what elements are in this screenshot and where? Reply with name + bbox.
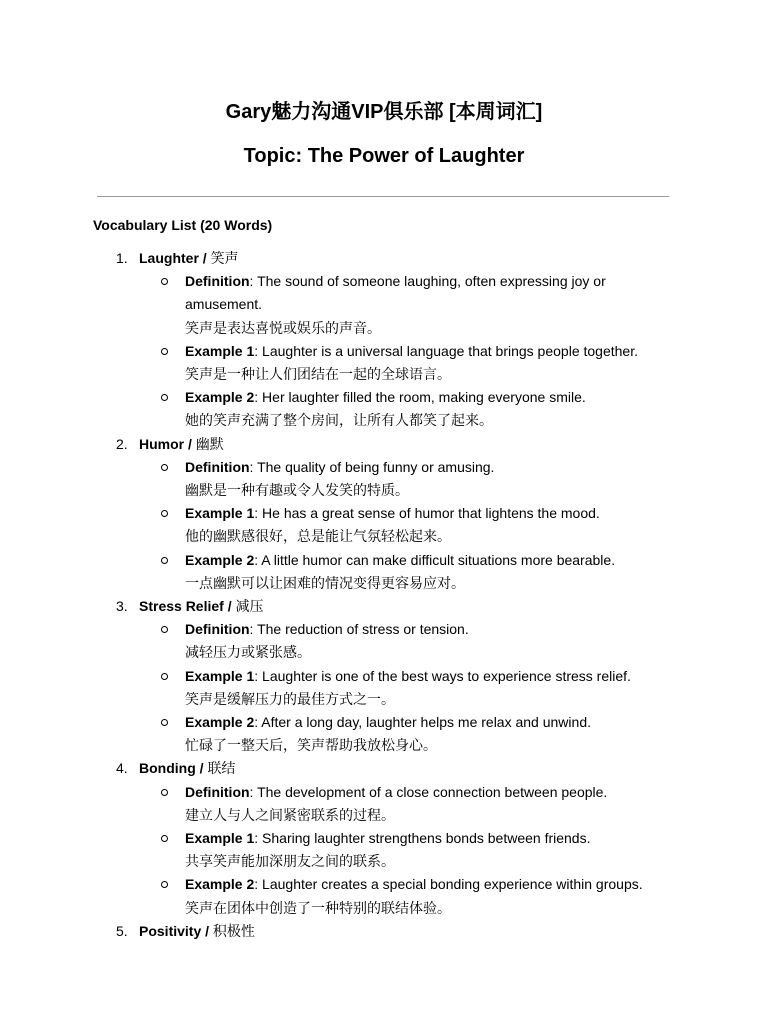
hollow-bullet-icon — [161, 510, 168, 517]
item-text: : After a long day, laughter helps me relax and unwind. — [254, 714, 591, 731]
item-chinese: 笑声是缓解压力的最佳方式之一。 — [185, 690, 395, 707]
definition-item — [139, 618, 655, 664]
vocab-entry — [0, 757, 768, 919]
hollow-bullet-icon — [161, 673, 168, 680]
item-label: Example 2 — [185, 876, 255, 893]
hollow-bullet-icon — [161, 789, 168, 796]
vocab-term: Laughter / — [139, 250, 207, 266]
item-label: Example 2 — [185, 551, 255, 568]
vocab-details — [139, 270, 768, 432]
item-chinese: 笑声在团体中创造了一种特别的联结体验。 — [185, 899, 451, 916]
item-text: : The quality of being funny or amusing. — [249, 458, 495, 475]
item-text: : The development of a close connection between people. — [249, 783, 608, 800]
item-label: Example 1 — [185, 830, 255, 847]
example-item — [139, 665, 655, 711]
item-label: Example 1 — [185, 667, 255, 684]
item-label: Example 2 — [185, 714, 255, 731]
definition-item — [139, 270, 655, 340]
vocab-term: Humor / — [139, 435, 192, 452]
item-label: Example 2 — [185, 389, 255, 406]
item-text: : A little humor can make difficult situations more bearable. — [254, 551, 616, 568]
definition-item — [139, 781, 655, 827]
item-chinese: 减轻压力或紧张感。 — [185, 644, 311, 661]
vocab-term: Bonding / — [139, 760, 204, 777]
hollow-bullet-icon — [161, 626, 168, 633]
horizontal-divider — [97, 196, 669, 197]
list-number: 4. — [116, 760, 128, 777]
vocabulary-list — [0, 247, 768, 943]
item-label: Definition — [185, 273, 250, 290]
list-number: 2. — [116, 435, 128, 452]
vocab-term-chinese: 积极性 — [212, 922, 255, 939]
example-item — [139, 386, 655, 432]
item-label: Example 1 — [185, 505, 255, 522]
item-text: : Laughter is a universal language that brings people together. — [254, 342, 638, 359]
vocab-term: Positivity / — [139, 922, 210, 939]
item-text: : Laughter creates a special bonding experience within groups. — [254, 876, 643, 893]
vocab-term-chinese: 幽默 — [195, 435, 224, 452]
hollow-bullet-icon — [161, 719, 168, 726]
hollow-bullet-icon — [161, 464, 168, 471]
item-chinese: 幽默是一种有趣或令人发笑的特质。 — [185, 482, 409, 499]
item-chinese: 她的笑声充满了整个房间，让所有人都笑了起来。 — [185, 412, 493, 429]
hollow-bullet-icon — [161, 835, 168, 842]
item-chinese: 笑声是一种让人们团结在一起的全球语言。 — [185, 366, 451, 383]
item-label: Example 1 — [185, 342, 255, 359]
item-text: : Sharing laughter strengthens bonds between friends. — [254, 830, 591, 847]
example-item — [139, 502, 655, 548]
item-text: : The sound of someone laughing, often expressing joy or amusement. — [185, 273, 606, 313]
item-text: : He has a great sense of humor that lightens the mood. — [254, 505, 600, 522]
vocab-details — [139, 618, 768, 757]
example-item — [139, 340, 655, 386]
hollow-bullet-icon — [161, 394, 168, 401]
page-title: Gary魅力沟通VIP俱乐部 [本周词汇] — [225, 101, 543, 123]
hollow-bullet-icon — [161, 348, 168, 355]
example-item — [139, 711, 655, 757]
item-text: : Laughter is one of the best ways to experience stress relief. — [254, 667, 631, 684]
list-number: 1. — [116, 250, 128, 266]
item-chinese: 他的幽默感很好，总是能让气氛轻松起来。 — [185, 528, 451, 545]
item-label: Definition — [185, 458, 250, 475]
hollow-bullet-icon — [161, 881, 168, 888]
hollow-bullet-icon — [161, 278, 168, 285]
item-chinese: 建立人与人之间紧密联系的过程。 — [185, 806, 395, 823]
list-number: 5. — [116, 922, 128, 939]
item-label: Definition — [185, 621, 250, 638]
example-item — [139, 827, 655, 873]
hollow-bullet-icon — [161, 557, 168, 564]
vocab-entry — [0, 433, 768, 595]
item-text: : Her laughter filled the room, making everyone smile. — [254, 389, 586, 406]
topic-title: Topic: The Power of Laughter — [243, 145, 525, 167]
example-item — [139, 873, 655, 919]
vocab-details — [139, 456, 768, 595]
item-label: Definition — [185, 783, 250, 800]
item-chinese: 一点幽默可以让困难的情况变得更容易应对。 — [185, 574, 465, 591]
definition-item — [139, 456, 655, 502]
vocab-term-chinese: 减压 — [235, 598, 264, 615]
vocab-entry — [0, 595, 768, 757]
item-chinese: 共享笑声能加深朋友之间的联系。 — [185, 853, 395, 870]
item-text: : The reduction of stress or tension. — [249, 621, 469, 638]
vocab-term: Stress Relief / — [139, 598, 232, 615]
vocab-term-chinese: 笑声 — [210, 250, 239, 266]
list-number: 3. — [116, 598, 128, 615]
item-chinese: 忙碌了一整天后，笑声帮助我放松身心。 — [185, 737, 437, 754]
item-chinese: 笑声是表达喜悦或娱乐的声音。 — [185, 319, 381, 336]
vocab-term-chinese: 联结 — [207, 760, 236, 777]
vocab-entry — [0, 247, 768, 433]
vocab-details — [139, 781, 768, 920]
example-item — [139, 549, 655, 595]
vocabulary-list-heading: Vocabulary List (20 Words) — [93, 217, 273, 233]
vocab-entry — [0, 920, 768, 943]
